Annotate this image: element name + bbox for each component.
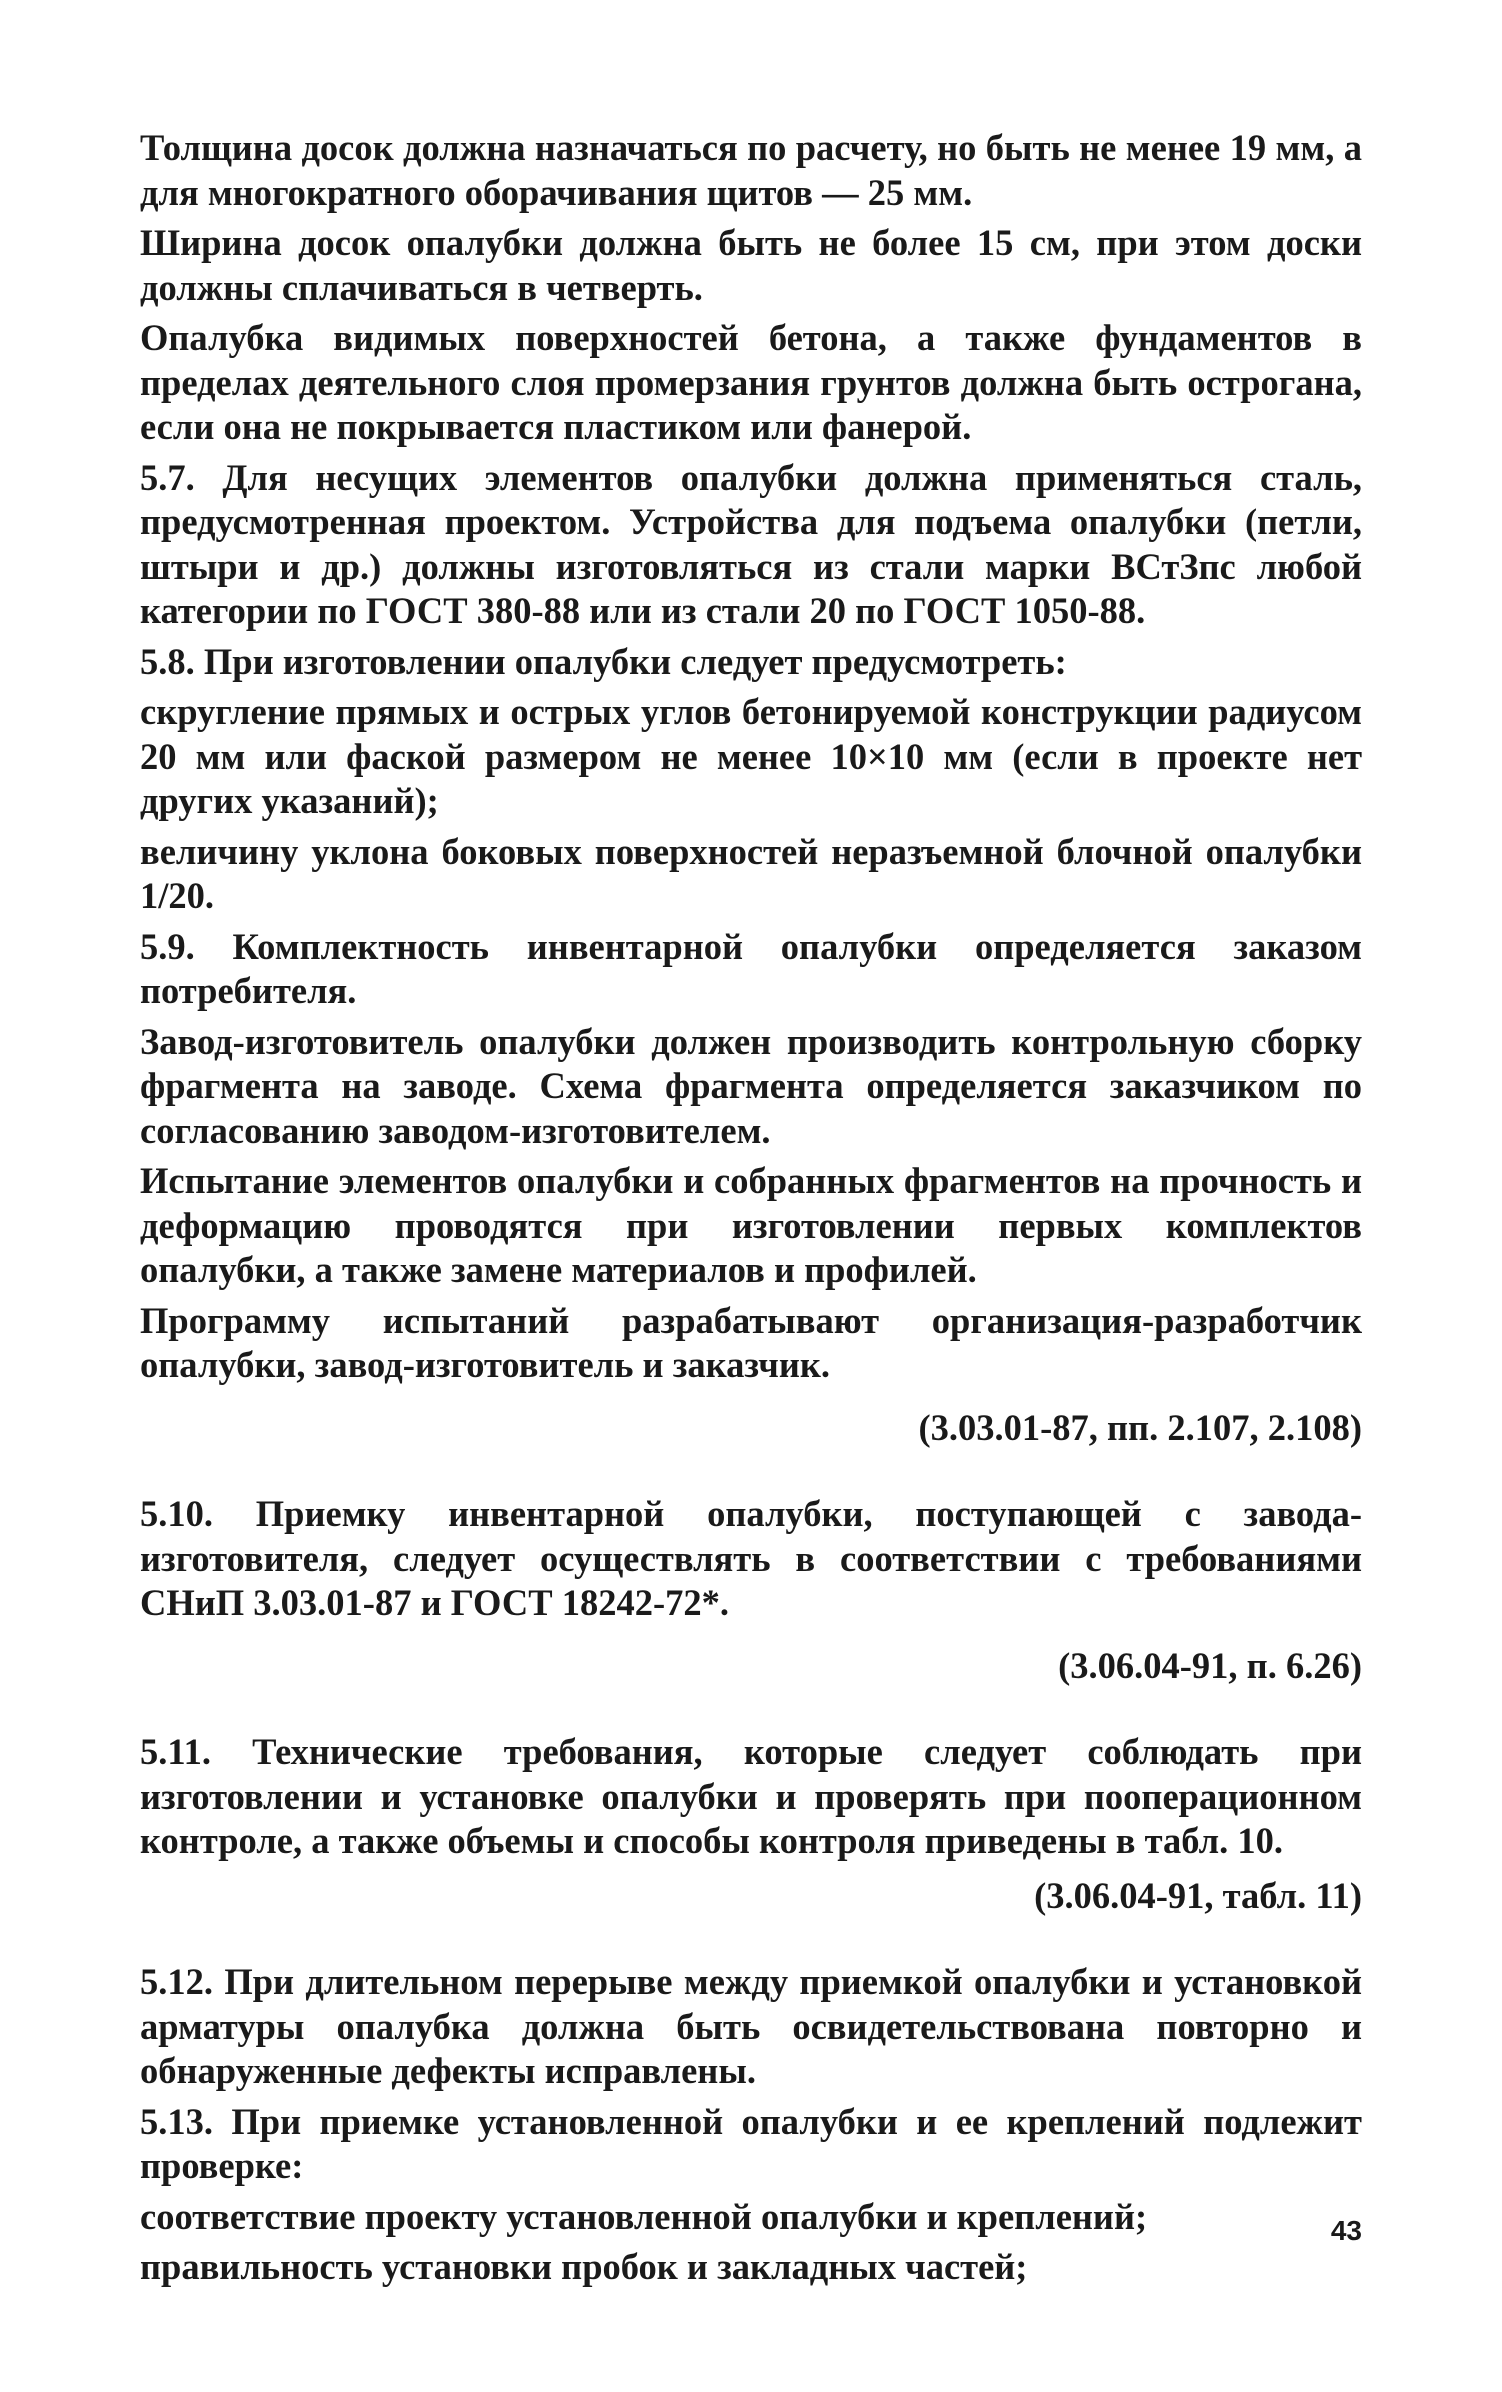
body-text (98, 126, 1362, 2296)
paragraph-rounding: скругление прямых и острых углов бетонируемой конструкции радиусом 20 мм или фаской размером не менее 10×10 мм (если в проекте нет других указаний); (140, 691, 1362, 821)
paragraph-check-formwork: соответствие проекту установленной опалубки и креплений; (140, 2195, 1148, 2237)
reference-snip-3-06-04-p626: (3.06.04-91, п. 6.26) (1058, 1644, 1362, 1686)
page-number: 43 (1330, 2215, 1362, 2246)
paragraph-5-10: 5.10. Приемку инвентарной опалубки, поступающей с завода-изготовителя, следует осуществлять в соответствии с требованиями СНиП 3.03.01-87 и ГОСТ 18242-72*. (140, 1493, 1362, 1623)
paragraph-slope: величину уклона боковых поверхностей неразъемной блочной опалубки 1/20. (140, 830, 1362, 916)
paragraph-5-8: 5.8. При изготовлении опалубки следует предусмотреть: (140, 640, 1067, 682)
paragraph-visible-surfaces: Опалубка видимых поверхностей бетона, а также фундаментов в пределах деятельного слоя промерзания грунтов должна быть острогана, если она не покрывается пластиком или фанерой. (140, 317, 1362, 447)
paragraph-5-13: 5.13. При приемке установленной опалубки и ее креплений подлежит проверке: (140, 2100, 1362, 2186)
paragraph-test-program: Программу испытаний разрабатывают организация-разработчик опалубки, завод-изготовитель и заказчик. (140, 1299, 1362, 1385)
paragraph-5-9: 5.9. Комплектность инвентарной опалубки определяется заказом потребителя. (140, 925, 1362, 1011)
reference-snip-3-06-04-table11: (3.06.04-91, табл. 11) (1034, 1874, 1362, 1916)
paragraph-check-plugs: правильность установки пробок и закладных частей; (140, 2246, 1028, 2287)
paragraph-5-12: 5.12. При длительном перерыве между приемкой опалубки и установкой арматуры опалубка должна быть освидетельствована повторно и обнаруженные дефекты исправлены. (140, 1961, 1362, 2091)
paragraph-board-thickness: Толщина досок должна назначаться по расчету, но быть не менее 19 мм, а для многократного оборачивания щитов — 25 мм. (140, 127, 1362, 213)
paragraph-board-width: Ширина досок опалубки должна быть не более 15 см, при этом доски должны сплачиваться в четверть. (140, 222, 1362, 308)
reference-snip-3-03-01: (3.03.01-87, пп. 2.107, 2.108) (918, 1406, 1362, 1448)
paragraph-5-11: 5.11. Технические требования, которые следует соблюдать при изготовлении и установке опалубки и проверять при пооперационном контроле, а также объемы и способы контроля приведены в табл. 10. (140, 1731, 1362, 1861)
paragraph-5-7: 5.7. Для несущих элементов опалубки должна применяться сталь, предусмотренная проектом. Устройства для подъема опалубки (петли, штыри и др.) должны изготовляться из стали марки ВСтЗпс любой категории по ГОСТ 380-88 или из стали 20 по ГОСТ 1050-88. (140, 456, 1362, 631)
paragraph-testing: Испытание элементов опалубки и собранных фрагментов на прочность и деформацию проводятся при изготовлении первых комплектов опалубки, а также замене материалов и профилей. (140, 1160, 1362, 1290)
paragraph-control-assembly: Завод-изготовитель опалубки должен производить контрольную сборку фрагмента на заводе. Схема фрагмента определяется заказчиком по согласованию заводом-изготовителем. (140, 1020, 1362, 1151)
